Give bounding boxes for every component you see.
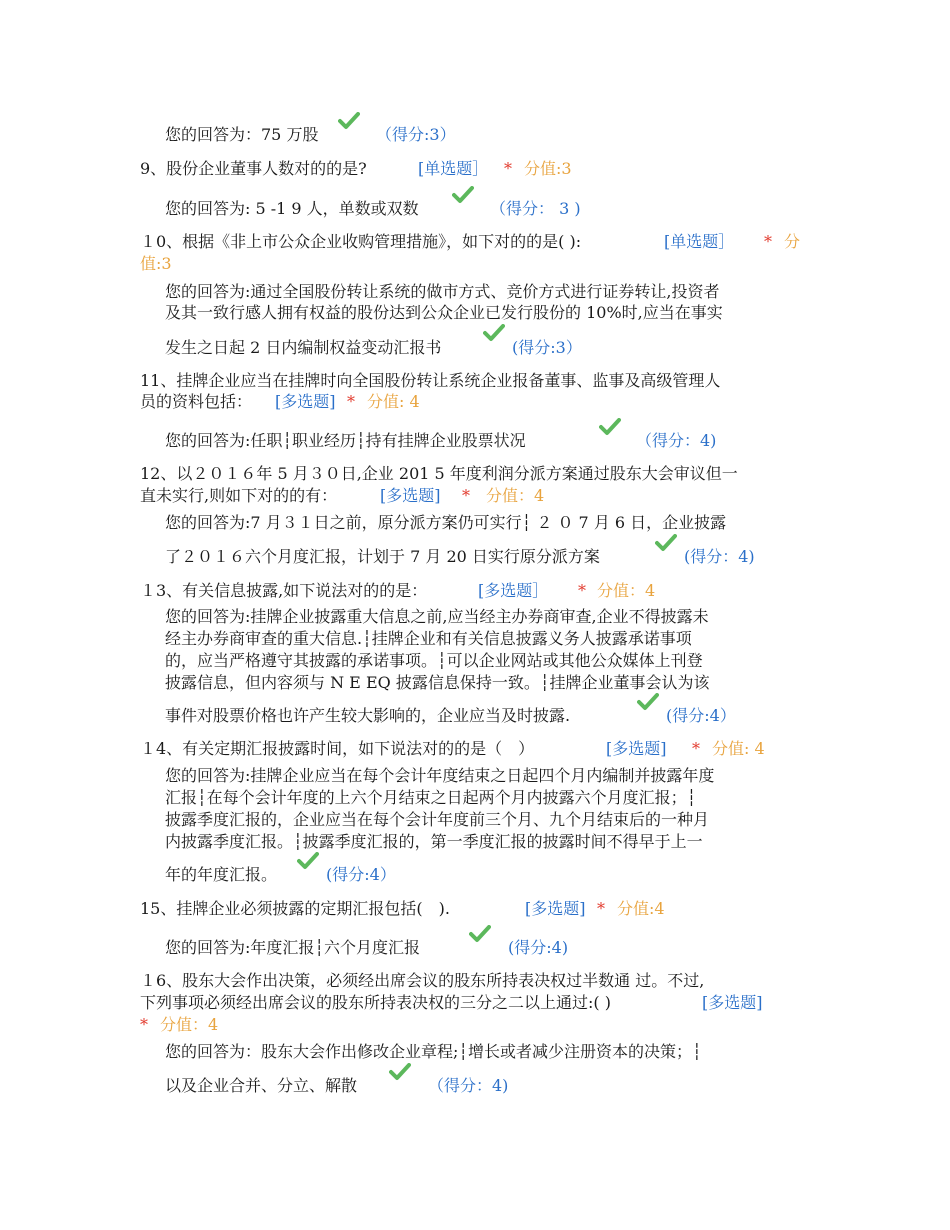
required-star: * — [504, 159, 512, 178]
question-text: 11、挂牌企业应当在挂牌时向全国股份转让系统企业报备董事、监事及高级管理人 — [140, 371, 721, 390]
required-star: * — [764, 232, 772, 251]
answer-text-cont: 以及企业合并、分立、解散 — [165, 1076, 358, 1095]
score-text: （得分：4) — [636, 431, 717, 450]
check-icon — [655, 534, 677, 552]
required-star: * — [578, 581, 586, 600]
points-text: 分值：4 — [597, 581, 656, 600]
answer-text: 您的回答为:年度汇报┆六个月度汇报 — [165, 938, 421, 957]
question-text-cont: 下列事项必须经出席会议的股东所持表决权的三分之二以上通过:( ) — [140, 993, 611, 1012]
question-type: [单选题］ — [664, 232, 735, 251]
answer-text-cont: 了２０１６六个月度汇报，计划于 7 月 20 日实行原分派方案 — [165, 547, 600, 566]
question-type: [多选题] — [606, 739, 667, 758]
check-icon — [338, 112, 360, 130]
answer-text-cont: 披露信息，但内容须与 N E EQ 披露信息保持一致。┆挂牌企业董事会认为该 — [165, 673, 710, 692]
question-text: １6、股东大会作出决策，必须经出席会议的股东所持表决权过半数通 过。不过, — [140, 971, 705, 990]
points-text: 分值: 4 — [712, 739, 765, 758]
question-type: [多选题] — [525, 899, 586, 918]
answer-text-cont: 经主办券商审查的重大信息.┆挂牌企业和有关信息披露义务人披露承诺事项 — [165, 629, 692, 648]
points-text: 分值：4 — [486, 486, 545, 505]
answer-text-cont: 发生之日起 2 日内编制权益变动汇报书 — [165, 338, 442, 357]
required-star: * — [347, 392, 355, 411]
answer-text-cont: 汇报┆在每个会计年度的上六个月结束之日起两个月内披露六个月度汇报；┆ — [165, 788, 697, 807]
score-text: (得分：4) — [684, 547, 755, 566]
question-type: [多选题] — [702, 993, 763, 1012]
question-type: [多选题] — [380, 486, 441, 505]
check-icon — [637, 693, 659, 711]
question-text: 9、股份企业董事人数对的的是? — [140, 159, 367, 178]
question-type: [多选题] — [275, 392, 336, 411]
question-text: １3、有关信息披露,如下说法对的的是： — [140, 581, 428, 600]
required-star: * — [597, 899, 605, 918]
points-text: 分值:3 — [524, 159, 572, 178]
question-text-cont: 直未实行,则如下对的的有： — [140, 486, 338, 505]
answer-text-cont: 内披露季度汇报。┆披露季度汇报的，第一季度汇报的披露时间不得早于上一 — [165, 832, 703, 851]
answer-text: 您的回答为：75 万股 — [165, 125, 319, 144]
answer-text: 您的回答为:挂牌企业披露重大信息之前,应当经主办券商审查,企业不得披露未 — [165, 607, 709, 626]
check-icon — [452, 186, 474, 204]
answer-text-cont: 年的年度汇报。 — [165, 865, 278, 884]
answer-text-cont: 的，应当严格遵守其披露的承诺事项。┆可以企业网站或其他公众媒体上刊登 — [165, 651, 703, 670]
answer-text: 您的回答为:7 月３１日之前，原分派方案仍可实行┆ ２ ０ 7 月 6 日，企业披露 — [165, 513, 727, 532]
question-text: １4、有关定期汇报披露时间，如下说法对的的是（ ） — [140, 739, 535, 758]
check-icon — [599, 418, 621, 436]
answer-text-cont: 披露季度汇报的，企业应当在每个会计年度前三个月、九个月结束后的一种月 — [165, 810, 710, 829]
required-star: * — [462, 486, 470, 505]
question-type: [单选题］ — [418, 159, 489, 178]
points-text-cont: 值:3 — [140, 254, 172, 273]
score-text: (得分:4） — [666, 706, 736, 725]
answer-text: 您的回答为:任职┆职业经历┆持有挂牌企业股票状况 — [165, 431, 526, 450]
points-text: 分值: 4 — [367, 392, 420, 411]
points-text: 分值：4 — [160, 1015, 219, 1034]
score-text: （得分： 3 ) — [490, 199, 581, 218]
score-text: （得分:3） — [376, 125, 456, 144]
question-text: １0、根据《非上市公众企业收购管理措施》，如下对的的是( ): — [140, 232, 582, 251]
required-star: * — [140, 1015, 148, 1034]
check-icon — [469, 925, 491, 943]
question-text: 15、挂牌企业必须披露的定期汇报包括( ). — [140, 899, 450, 918]
points-text: 分值:4 — [617, 899, 665, 918]
check-icon — [483, 324, 505, 342]
question-type: [多选题］ — [478, 581, 549, 600]
check-icon — [297, 852, 319, 870]
score-text: (得分:4） — [326, 865, 396, 884]
answer-text-cont: 事件对股票价格也许产生较大影响的，企业应当及时披露. — [165, 706, 571, 725]
answer-text: 您的回答为: 5 -1 9 人，单数或双数 — [165, 199, 419, 218]
score-text: （得分：4) — [428, 1076, 509, 1095]
question-text-cont: 员的资料包括： — [140, 392, 253, 411]
question-text: 12、以２０１６年 5 月３０日,企业 201 5 年度利润分派方案通过股东大会审议但一 — [140, 464, 738, 483]
answer-text: 您的回答为:挂牌企业应当在每个会计年度结束之日起四个月内编制并披露年度 — [165, 766, 715, 785]
answer-text: 您的回答为:通过全国股份转让系统的做市方式、竞价方式进行证券转让,投资者 — [165, 282, 720, 301]
points-text: 分 — [784, 232, 801, 251]
required-star: * — [692, 739, 700, 758]
score-text: (得分:4) — [508, 938, 569, 957]
answer-text: 您的回答为：股东大会作出修改企业章程;┆增长或者减少注册资本的决策；┆ — [165, 1042, 702, 1061]
answer-text-cont: 及其一致行感人拥有权益的股份达到公众企业已发行股份的 10%时,应当在事实 — [165, 303, 723, 322]
check-icon — [389, 1063, 411, 1081]
score-text: (得分:3） — [512, 338, 582, 357]
